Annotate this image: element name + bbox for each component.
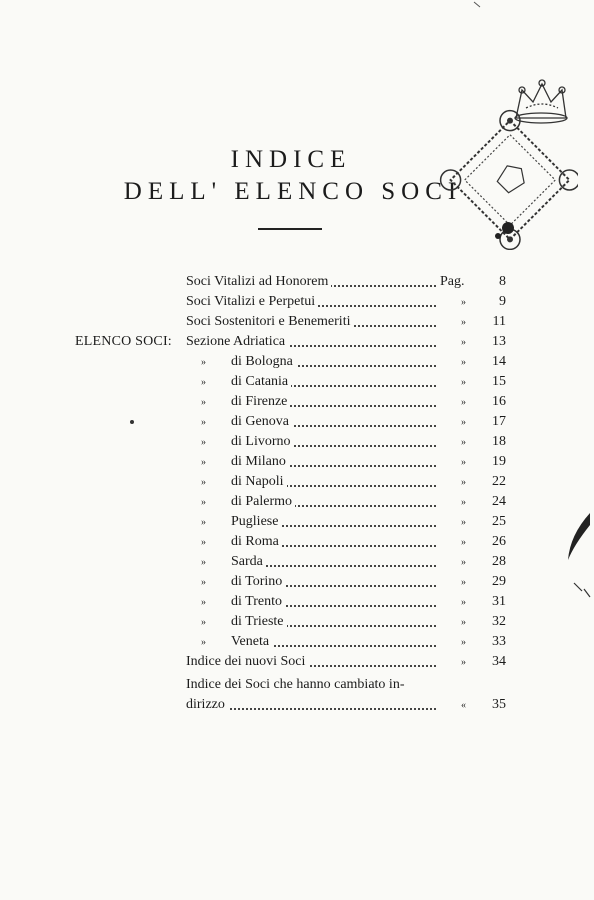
ditto-mark: »	[201, 617, 206, 628]
toc-page-number: 35	[492, 697, 506, 712]
toc-entry-label: di Firenze	[231, 394, 290, 409]
ditto-mark: »	[461, 517, 466, 528]
toc-entry-label: di Torino	[231, 574, 285, 589]
toc-page-number: 14	[492, 354, 506, 369]
ditto-mark: »	[201, 437, 206, 448]
toc-page-number: 31	[492, 594, 506, 609]
toc-row	[0, 292, 594, 312]
toc-page-number: 8	[499, 274, 506, 289]
toc-page-number: 15	[492, 374, 506, 389]
ditto-mark: »	[201, 397, 206, 408]
ditto-mark: »	[461, 637, 466, 648]
page-edge-mark-icon	[560, 505, 594, 605]
title-divider	[258, 228, 322, 230]
toc-page-number: 16	[492, 394, 506, 409]
ditto-mark: »	[201, 537, 206, 548]
toc-page-number: 33	[492, 634, 506, 649]
ditto-mark: »	[461, 557, 466, 568]
ditto-mark: »	[461, 317, 466, 328]
toc-row	[0, 332, 594, 352]
toc-page-number: 22	[492, 474, 506, 489]
toc-page-number: 26	[492, 534, 506, 549]
toc-row	[0, 652, 594, 672]
toc-page-number: 28	[492, 554, 506, 569]
toc-page-number: 18	[492, 434, 506, 449]
page-abbrev: Pag.	[440, 274, 465, 289]
index-subtitle: DELL' ELENCO SOCI	[123, 178, 463, 205]
toc-entry-label: di Bologna	[231, 354, 296, 369]
toc-row	[0, 572, 594, 592]
toc-entry-label: di Genova	[231, 414, 292, 429]
ditto-mark: »	[461, 337, 466, 348]
toc-page-number: 32	[492, 614, 506, 629]
toc-row	[0, 312, 594, 332]
toc-page-number: 34	[492, 654, 506, 669]
ditto-mark: »	[461, 377, 466, 388]
ditto-mark: »	[461, 417, 466, 428]
ditto-mark: »	[201, 517, 206, 528]
toc-row	[0, 632, 594, 652]
ditto-mark: »	[201, 597, 206, 608]
toc-entry-label: di Palermo	[231, 494, 295, 509]
toc-page-number: 29	[492, 574, 506, 589]
ditto-mark: »	[461, 597, 466, 608]
toc-entry-continuation: dirizzo	[186, 697, 228, 712]
toc-row	[0, 452, 594, 472]
page-corner-mark-icon	[470, 0, 490, 10]
toc-page-number: 19	[492, 454, 506, 469]
ditto-mark: »	[461, 437, 466, 448]
toc-entry-label: di Catania	[231, 374, 291, 389]
toc-row	[0, 532, 594, 552]
toc-entry-label: Soci Vitalizi e Perpetui	[186, 294, 318, 309]
ditto-mark: »	[461, 357, 466, 368]
toc-row	[0, 492, 594, 512]
ditto-mark: »	[461, 397, 466, 408]
toc-row	[0, 675, 594, 695]
toc-page-number: 25	[492, 514, 506, 529]
toc-entry-label: di Milano	[231, 454, 289, 469]
toc-entry-label: Veneta	[231, 634, 272, 649]
ditto-mark: »	[461, 477, 466, 488]
toc-row	[0, 392, 594, 412]
ditto-mark: »	[461, 457, 466, 468]
toc-row	[0, 612, 594, 632]
toc-page-number: 11	[492, 314, 506, 329]
ditto-mark: »	[461, 537, 466, 548]
toc-page-number: 17	[492, 414, 506, 429]
toc-row	[0, 272, 594, 292]
toc-row	[0, 552, 594, 572]
ditto-mark: »	[461, 657, 466, 668]
toc-entry-label: di Roma	[231, 534, 282, 549]
index-title: INDICE	[230, 146, 352, 173]
ditto-mark: »	[201, 457, 206, 468]
toc-row	[0, 352, 594, 372]
toc-row	[0, 372, 594, 392]
toc-row	[0, 512, 594, 532]
toc-row	[0, 472, 594, 492]
ditto-mark: »	[461, 617, 466, 628]
toc-page-number: 9	[499, 294, 506, 309]
ditto-mark: »	[201, 637, 206, 648]
toc-page-number: 13	[492, 334, 506, 349]
toc-entry-label: di Trento	[231, 594, 285, 609]
toc-row	[0, 412, 594, 432]
toc-entry-label: Indice dei nuovi Soci	[186, 654, 308, 669]
ditto-mark: »	[201, 377, 206, 388]
ditto-mark: »	[201, 477, 206, 488]
section-label: ELENCO SOCI:	[75, 334, 172, 349]
ditto-mark: »	[461, 297, 466, 308]
toc-entry-label: di Livorno	[231, 434, 294, 449]
toc-entry-label: di Trieste	[231, 614, 287, 629]
ditto-mark: »	[461, 577, 466, 588]
toc-entry-label: Sezione Adriatica	[186, 334, 288, 349]
toc-entry-label: Soci Vitalizi ad Honorem	[186, 274, 331, 289]
crowned-stamp-icon	[438, 60, 578, 250]
ditto-mark: «	[461, 700, 466, 711]
toc-entry-label: Soci Sostenitori e Benemeriti	[186, 314, 353, 329]
toc-entry-label: Sarda	[231, 554, 266, 569]
toc-entry-label: di Napoli	[231, 474, 287, 489]
ditto-mark: »	[201, 577, 206, 588]
ditto-mark: »	[201, 497, 206, 508]
toc-entry-label: Indice dei Soci che hanno cambiato in-	[186, 677, 405, 692]
ditto-mark: »	[201, 417, 206, 428]
toc-row-continuation	[0, 695, 594, 715]
toc-row	[0, 432, 594, 452]
toc-entry-label: Pugliese	[231, 514, 281, 529]
toc-row	[0, 592, 594, 612]
scan-speck	[130, 420, 134, 424]
ditto-mark: »	[461, 497, 466, 508]
ditto-mark: »	[201, 557, 206, 568]
toc-page-number: 24	[492, 494, 506, 509]
ditto-mark: »	[201, 357, 206, 368]
